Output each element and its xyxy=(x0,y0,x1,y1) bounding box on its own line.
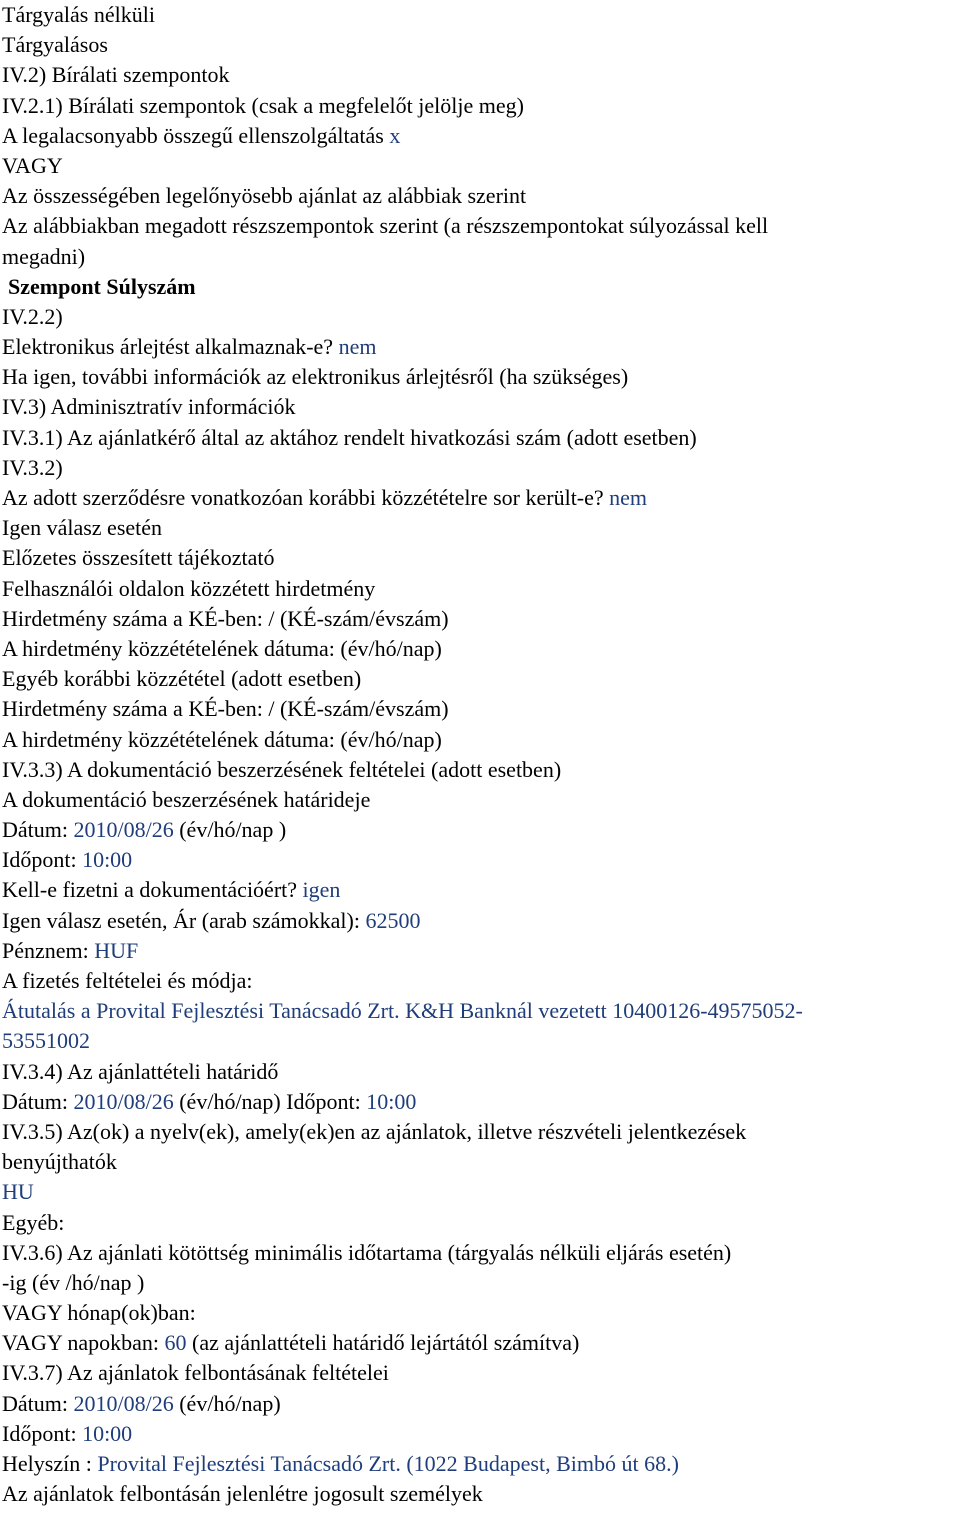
line-prior-publication xyxy=(2,483,960,513)
line-tender-deadline xyxy=(2,1087,960,1117)
doc-date-value: 2010/08/26 xyxy=(73,817,174,843)
location-value: Provital Fejlesztési Tanácsadó Zrt. (1022 Budapest, Bimbó út 68.) xyxy=(97,1451,679,1476)
section-heading-iv-2: IV.2) Bírálati szempontok xyxy=(2,62,230,88)
line-prior-info-notice: Előzetes összesített tájékoztató xyxy=(2,545,275,571)
section-heading-iv-3-6: IV.3.6) Az ajánlati kötöttség minimális időtartama (tárgyalás nélküli eljárás esetén) xyxy=(2,1239,732,1265)
line-lowest-price xyxy=(2,121,960,151)
currency-label: Pénznem: xyxy=(2,937,89,963)
line-doc-payment xyxy=(2,875,960,905)
doc-date-label: Dátum: xyxy=(2,817,68,843)
line-or-months: VAGY hónap(ok)ban: xyxy=(2,1300,196,1326)
section-heading-iv-3: IV.3) Adminisztratív információk xyxy=(2,394,296,420)
tender-date-value: 2010/08/26 xyxy=(73,1088,174,1114)
opening-time-label: Időpont: xyxy=(2,1420,77,1446)
tender-time-label: (év/hó/nap) Időpont: xyxy=(179,1088,361,1114)
line-opening-location xyxy=(2,1449,960,1479)
prior-publication-answer: nem xyxy=(609,485,648,510)
line-opening-time xyxy=(2,1419,960,1449)
line-notice-number-1: Hirdetmény száma a KÉ-ben: / (KÉ-szám/évszám) xyxy=(2,605,449,631)
line-currency xyxy=(2,936,960,966)
line-notice-number-2: Hirdetmény száma a KÉ-ben: / (KÉ-szám/évszám) xyxy=(2,696,449,722)
criteria-table-header: Szempont Súlyszám xyxy=(8,273,196,299)
opening-time-value: 10:00 xyxy=(82,1420,133,1446)
line-until-date: -ig (év /hó/nap ) xyxy=(2,1269,145,1295)
section-heading-iv-3-5: IV.3.5) Az(ok) a nyelv(ek), amely(ek)en az ajánlatok, illetve részvételi jelentkezések xyxy=(2,1118,747,1144)
opening-date-value: 2010/08/26 xyxy=(73,1390,174,1416)
days-label: VAGY napokban: xyxy=(2,1330,160,1356)
line-e-auction-info: Ha igen, további információk az elektronikus árlejtésről (ha szükséges) xyxy=(2,364,629,390)
doc-payment-answer: igen xyxy=(302,877,341,903)
section-heading-iv-3-3: IV.3.3) A dokumentáció beszerzésének feltételei (adott esetben) xyxy=(2,756,562,782)
doc-price-label: Igen válasz esetén, Ár (arab számokkal): xyxy=(2,907,360,933)
line-other-language: Egyéb: xyxy=(2,1209,65,1235)
doc-price-value: 62500 xyxy=(365,907,421,933)
line-attendees: Az ajánlatok felbontásán jelenlétre jogosult személyek xyxy=(2,1481,483,1507)
section-heading-iv-3-2: IV.3.2) xyxy=(2,454,63,480)
payment-terms-value: Átutalás a Provital Fejlesztési Tanácsadó Zrt. K&H Banknál vezetett 10400126-49575052- xyxy=(2,998,803,1024)
currency-value: HUF xyxy=(94,937,139,963)
line-e-auction xyxy=(2,332,960,362)
section-heading-iv-2-2: IV.2.2) xyxy=(2,303,63,329)
line-payment-terms: A fizetés feltételei és módja: xyxy=(2,968,253,993)
section-heading-iv-3-1: IV.3.1) Az ajánlatkérő által az aktához rendelt hivatkozási szám (adott esetben) xyxy=(2,424,697,450)
line-best-offer: Az összességében legelőnyösebb ajánlat az alábbiak szerint xyxy=(2,183,527,209)
doc-time-label: Időpont: xyxy=(2,847,77,873)
line-other-publication: Egyéb korábbi közzététel (adott esetben) xyxy=(2,666,362,692)
line-if-yes: Igen válasz esetén xyxy=(2,515,163,541)
line-submittable: benyújthatók xyxy=(2,1149,117,1175)
e-auction-answer: nem xyxy=(338,334,377,360)
line-1: Tárgyalás nélküli xyxy=(2,2,155,27)
lowest-price-label: A legalacsonyabb összegű ellenszolgáltatás xyxy=(2,122,384,148)
line-or-1: VAGY xyxy=(2,152,63,178)
location-label: Helyszín : xyxy=(2,1451,92,1476)
line-buyer-profile-notice: Felhasználói oldalon közzétett hirdetmény xyxy=(2,575,376,601)
opening-date-format: (év/hó/nap) xyxy=(179,1390,281,1416)
payment-terms-value-cont: 53551002 xyxy=(2,1028,90,1054)
days-note: (az ajánlattételi határidő lejártától számítva) xyxy=(192,1330,580,1356)
line-subcriteria-cont: megadni) xyxy=(2,243,86,269)
doc-time-value: 10:00 xyxy=(82,847,133,873)
lowest-price-mark: x xyxy=(389,122,401,148)
days-value: 60 xyxy=(164,1330,187,1356)
line-2: Tárgyalásos xyxy=(2,32,108,58)
doc-payment-question: Kell-e fizetni a dokumentációért? xyxy=(2,877,298,903)
line-or-days xyxy=(2,1328,960,1358)
line-doc-date xyxy=(2,815,960,845)
line-opening-date xyxy=(2,1389,960,1419)
opening-date-label: Dátum: xyxy=(2,1390,68,1416)
line-doc-deadline: A dokumentáció beszerzésének határideje xyxy=(2,786,371,812)
line-doc-price xyxy=(2,906,960,936)
line-subcriteria: Az alábbiakban megadott részszempontok szerint (a részszempontokat súlyozással kell xyxy=(2,213,769,239)
line-notice-date-1: A hirdetmény közzétételének dátuma: (év/hó/nap) xyxy=(2,635,442,661)
line-notice-date-2: A hirdetmény közzétételének dátuma: (év/hó/nap) xyxy=(2,726,442,752)
section-heading-iv-3-7: IV.3.7) Az ajánlatok felbontásának feltételei xyxy=(2,1360,389,1386)
doc-date-format: (év/hó/nap ) xyxy=(179,817,287,843)
prior-publication-question: Az adott szerződésre vonatkozóan korábbi közzétételre sor került-e? xyxy=(2,485,604,510)
e-auction-question: Elektronikus árlejtést alkalmaznak-e? xyxy=(2,334,334,360)
section-heading-iv-3-4: IV.3.4) Az ajánlattételi határidő xyxy=(2,1058,279,1084)
line-doc-time xyxy=(2,845,960,875)
tender-date-label: Dátum: xyxy=(2,1088,68,1114)
section-heading-iv-2-1: IV.2.1) Bírálati szempontok (csak a megfelelőt jelölje meg) xyxy=(2,92,524,118)
language-value: HU xyxy=(2,1179,34,1205)
tender-time-value: 10:00 xyxy=(366,1088,417,1114)
